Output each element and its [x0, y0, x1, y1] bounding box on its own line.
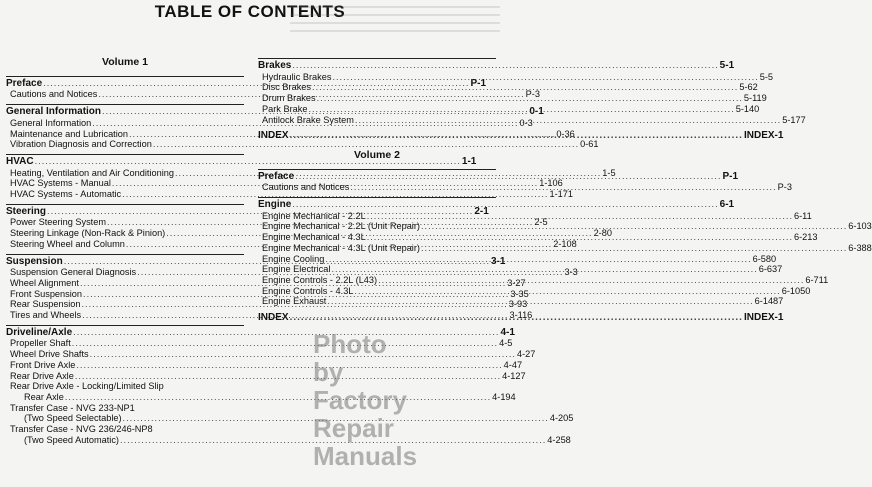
toc-entry[interactable]: HVAC Systems - Manual ..... 1-106: [6, 178, 244, 189]
section-rule: [258, 58, 496, 59]
toc-entry[interactable]: Antilock Brake System ..... 5-177: [258, 115, 496, 126]
toc-entry[interactable]: Steering Wheel and Column ..... 2-108: [6, 239, 244, 250]
toc-entry[interactable]: Tires and Wheels ..... 3-116: [6, 310, 244, 321]
toc-entry[interactable]: Rear Drive Axle - Locking/Limited Slip: [10, 381, 164, 392]
toc-entry[interactable]: Power Steering System ..... 2-5: [6, 217, 244, 228]
toc-entry[interactable]: Wheel Drive Shafts ..... 4-27: [6, 349, 244, 360]
toc-entry[interactable]: Vibration Diagnosis and Correction ..... 0-61: [6, 139, 244, 150]
toc-entry[interactable]: Maintenance and Lubrication ..... 0-36: [6, 129, 244, 140]
toc-entry[interactable]: Park Brake ..... 5-140: [258, 104, 496, 115]
section-heading[interactable]: Preface ..... P-1: [258, 171, 496, 183]
toc-entry-continued[interactable]: (Two Speed Automatic) ..... 4-258: [6, 435, 244, 446]
toc-entry[interactable]: Rear Drive Axle ..... 4-127: [6, 371, 244, 382]
section-heading[interactable]: General Information ..... 0-1: [6, 106, 244, 118]
toc-entry[interactable]: Steering Linkage (Non-Rack & Pinion) ..... 2-80: [6, 228, 244, 239]
section-rule: [6, 76, 244, 77]
volume-2-heading: Volume 2: [354, 148, 400, 161]
toc-entry[interactable]: Engine Cooling ..... 6-580: [258, 254, 496, 265]
volume-1-heading: Volume 1: [102, 56, 148, 68]
toc-entry[interactable]: Engine Mechanical - 4.3L ..... 6-213: [258, 232, 496, 243]
toc-entry[interactable]: Rear Suspension ..... 3-93: [6, 299, 244, 310]
section-rule: [258, 197, 496, 198]
toc-entry[interactable]: Propeller Shaft ..... 4-5: [6, 338, 244, 349]
section-rule: [6, 254, 244, 255]
section-heading[interactable]: Steering ..... 2-1: [6, 206, 244, 218]
watermark: Photo by Factory Repair Manuals: [313, 329, 418, 471]
toc-entry[interactable]: General Information ..... 0-3: [6, 118, 244, 129]
toc-entry-continued[interactable]: (Two Speed Selectable) ..... 4-205: [6, 413, 244, 424]
section-heading[interactable]: Driveline/Axle ..... 4-1: [6, 327, 244, 339]
section-heading[interactable]: Preface ..... P-1: [6, 78, 244, 90]
toc-entry[interactable]: Cautions and Notices ..... P-3: [258, 182, 496, 193]
toc-entry[interactable]: Engine Mechanical - 2.2L ..... 6-11: [258, 211, 496, 222]
section-rule: [258, 169, 496, 170]
toc-entry[interactable]: Front Suspension ..... 3-35: [6, 289, 244, 300]
volume-2-index-entry[interactable]: INDEX ..... INDEX-1: [258, 313, 496, 324]
toc-entry[interactable]: HVAC Systems - Automatic ..... 1-171: [6, 189, 244, 200]
section-rule: [6, 204, 244, 205]
section-heading[interactable]: Brakes ..... 5-1: [258, 60, 496, 72]
toc-entry-continued[interactable]: Rear Axle ..... 4-194: [6, 392, 244, 403]
section-rule: [6, 154, 244, 155]
section-heading[interactable]: Suspension ..... 3-1: [6, 256, 244, 268]
volume-1-index-entry[interactable]: INDEX ..... INDEX-1: [258, 131, 496, 142]
page-title: TABLE OF CONTENTS: [154, 2, 346, 21]
toc-entry[interactable]: Transfer Case - NVG 236/246-NP8: [10, 424, 153, 435]
toc-entry[interactable]: Engine Mechanical - 4.3L (Unit Repair) ..... 6-388: [258, 243, 496, 254]
toc-entry[interactable]: Hydraulic Brakes ..... 5-5: [258, 72, 496, 83]
toc-entry[interactable]: Engine Electrical ..... 6-637: [258, 264, 496, 275]
toc-entry[interactable]: Engine Controls - 4.3L ..... 6-1050: [258, 286, 496, 297]
toc-entry[interactable]: Suspension General Diagnosis ..... 3-3: [6, 267, 244, 278]
toc-entry[interactable]: Engine Exhaust ..... 6-1487: [258, 296, 496, 307]
section-heading[interactable]: Engine ..... 6-1: [258, 199, 496, 211]
toc-entry[interactable]: Engine Controls - 2.2L (L43) ..... 6-711: [258, 275, 496, 286]
toc-entry[interactable]: Front Drive Axle ..... 4-47: [6, 360, 244, 371]
toc-entry[interactable]: Wheel Alignment ..... 3-27: [6, 278, 244, 289]
toc-entry[interactable]: Disc Brakes ..... 5-62: [258, 82, 496, 93]
toc-entry[interactable]: Engine Mechanical - 2.2L (Unit Repair) ..... 6-103: [258, 221, 496, 232]
section-heading[interactable]: HVAC ..... 1-1: [6, 156, 244, 168]
section-rule: [6, 104, 244, 105]
toc-entry[interactable]: Heating, Ventilation and Air Conditioning ..... 1-5: [6, 168, 244, 179]
toc-entry[interactable]: Cautions and Notices ..... P-3: [6, 89, 244, 100]
toc-entry[interactable]: Drum Brakes ..... 5-119: [258, 93, 496, 104]
toc-entry[interactable]: Transfer Case - NVG 233-NP1: [10, 402, 135, 413]
section-rule: [6, 325, 244, 326]
bleed-through-text: [290, 0, 500, 60]
